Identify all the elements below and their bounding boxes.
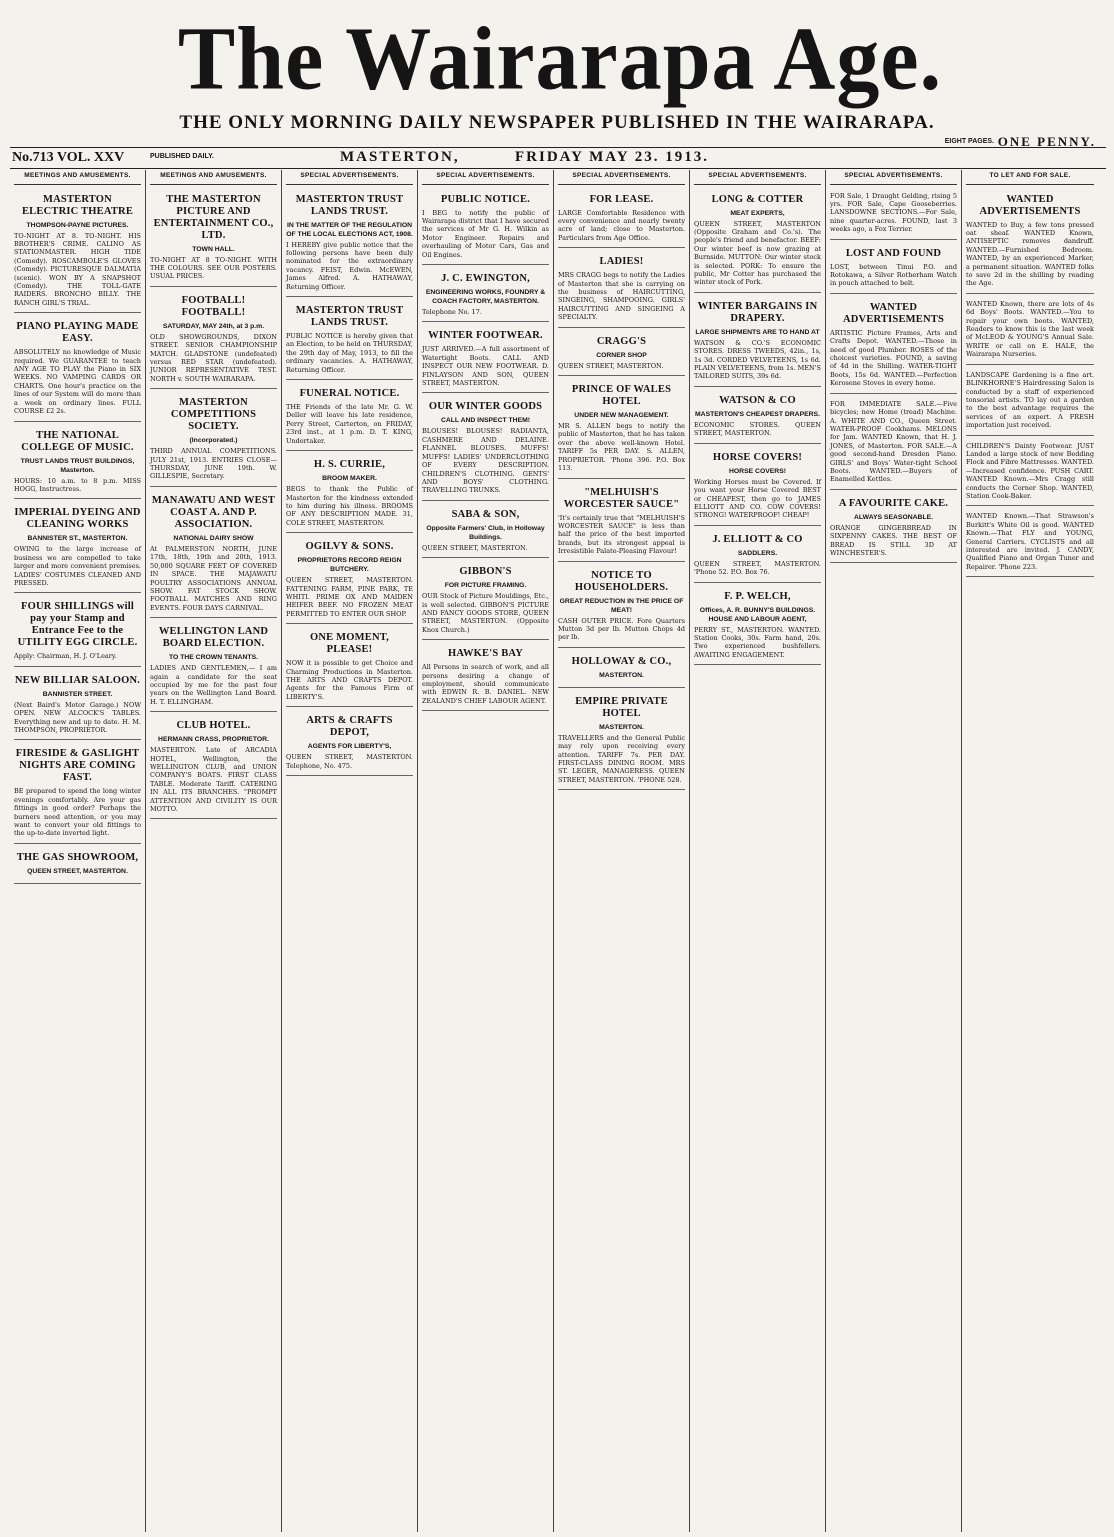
- ad-body-text: Apply: Chairman, H. J. O'Leary.: [14, 652, 117, 661]
- column-2: [146, 170, 282, 1532]
- ad-body-text: ARTISTIC Picture Frames, Arts and Crafts Depot. WANTED.—Those in need of good Plumber. ROSES of the choicest varieties. FOUND, a saving of 4d in the Shilling. WATER-TIGHT Boots, 15s 6d. WANTED.—Perfection Kerosene Stoves in every home.: [830, 328, 957, 388]
- ad-body-text: TO-NIGHT AT 8 TO-NIGHT. WITH THE COLOURS. SEE OUR POSTERS. USUAL PRICES.: [150, 255, 277, 281]
- ad-body-text: Telephone No. 17.: [422, 308, 482, 317]
- ad-heading: FOR LEASE.: [589, 193, 654, 205]
- column-header: SPECIAL ADVERTISEMENTS.: [558, 170, 685, 185]
- ad-subheading: AGENTS FOR LIBERTY'S,: [307, 743, 392, 751]
- ad-heading: H. S. CURRIE,: [313, 459, 386, 471]
- advertisement-block: [422, 325, 549, 393]
- ad-subheading: MEAT EXPERTS,: [730, 209, 785, 217]
- ad-body-text: LANDSCAPE Gardening is a fine art. BLINKHORNE'S Hairdressing Salon is conducted by a staff of experienced tonsorial artists. TO lay out a garden to the best advantage requires the services of an expert. A FRESH importation just received.: [966, 370, 1094, 430]
- ad-subheading: CALL AND INSPECT THEM!: [440, 417, 531, 425]
- column-header: SPECIAL ADVERTISEMENTS.: [830, 170, 957, 185]
- advertisement-block: [14, 316, 141, 421]
- issue-date: FRIDAY MAY 23. 1913.: [515, 149, 710, 165]
- ad-body-text: OWING to the large increase of business we are compelled to take larger and more convenient premises. LADIES' COSTUMES CLEANED AND PRESSED.: [14, 545, 141, 587]
- ad-heading: HOLLOWAY & CO.,: [571, 655, 672, 667]
- ad-subheading: ENGINEERING WORKS, FOUNDRY & COACH FACTORY, MASTERTON.: [425, 289, 546, 306]
- ad-heading: EMPIRE PRIVATE HOTEL: [575, 695, 668, 719]
- ad-heading: J. C. EWINGTON,: [441, 273, 530, 285]
- column-header: SPECIAL ADVERTISEMENTS.: [286, 170, 413, 185]
- ad-heading: J. ELLIOTT & CO: [712, 533, 803, 545]
- advertisement-block: [286, 627, 413, 707]
- ad-heading: WINTER FOOTWEAR.: [428, 330, 543, 342]
- advertisement-block: [558, 565, 685, 648]
- ad-heading: F. P. WELCH,: [724, 590, 791, 602]
- ad-subheading: SATURDAY, MAY 24th, at 3 p.m.: [162, 322, 265, 330]
- ad-body-text: QUEEN STREET, MASTERTON. 'Phone 52. P.O. Box 76.: [694, 559, 821, 577]
- advertisement-block: [14, 847, 141, 884]
- ad-heading: LONG & COTTER: [711, 193, 804, 205]
- ad-heading: FOUR SHILLINGS will pay your Stamp and Entrance Fee to the UTILITY EGG CIRCLE.: [17, 601, 138, 649]
- advertisement-block: [150, 392, 277, 487]
- ad-heading: NOTICE TO HOUSEHOLDERS.: [574, 569, 669, 593]
- ad-subheading: NATIONAL DAIRY SHOW: [173, 534, 254, 542]
- column-8: [962, 170, 1098, 1532]
- ad-heading: MANAWATU AND WEST COAST A. AND P. ASSOCIATION.: [151, 494, 276, 530]
- column-header: SPECIAL ADVERTISEMENTS.: [422, 170, 549, 185]
- ad-heading: "MELHUISH'S WORCESTER SAUCE": [563, 486, 680, 510]
- ad-heading: SABA & SON,: [451, 508, 520, 520]
- newspaper-subtitle: THE ONLY MORNING DAILY NEWSPAPER PUBLISHED IN THE WAIRARAPA.: [179, 112, 935, 133]
- column-header: MEETINGS AND AMUSEMENTS.: [14, 170, 141, 185]
- ad-subheading: ALWAYS SEASONABLE.: [853, 513, 934, 521]
- advertisement-block: [14, 425, 141, 500]
- ad-body-text: MASTERTON. Late of ARCADIA HOTEL, Wellington, the WELLINGTON CLUB, and UNION COMPANY'S BOATS. FIRST CLASS TABLE. Moderate Tariff. CATERING IN ALL ITS BRANCHES. "PROMPT ATTENTION AND CIVILITY IS OUR MOTTO.: [150, 746, 277, 813]
- ad-subheading: BANNISTER ST., MASTERTON.: [27, 535, 128, 543]
- ad-subheading: HERMANN CRASS, PROPRIETOR.: [158, 736, 269, 744]
- ad-heading: THE NATIONAL COLLEGE OF MUSIC.: [21, 429, 134, 453]
- advertisement-block: [286, 710, 413, 776]
- ad-body-text: BE prepared to spend the long winter evenings comfortably. Are your gas fittings in good order? Perhaps the burners need attention, or you may want to convert your old fittings to the up-to-date inverted light.: [14, 787, 141, 838]
- ad-subheading: BANNISTER STREET.: [42, 690, 113, 698]
- ad-subheading: Offices, A. R. BUNNY'S BUILDINGS. HOUSE AND LABOUR AGENT,: [699, 606, 816, 623]
- advertisement-block: [286, 454, 413, 533]
- ad-body-text: ECONOMIC STORES. QUEEN STREET, MASTERTON.: [694, 420, 821, 438]
- ad-body-text: I BEG to notify the public of Wairarapa district that I have secured the services of Mr G. H. Wilkin as Motor Engineer. Repairs and overhauling of Motor Cars, Gas and Oil Engines.: [422, 208, 549, 259]
- ad-subheading: BROOM MAKER.: [322, 475, 377, 483]
- ad-heading: FUNERAL NOTICE.: [299, 388, 400, 400]
- advertisement-block: [830, 493, 957, 564]
- ad-subheading: (Incorporated.): [189, 437, 238, 445]
- ad-heading: WELLINGTON LAND BOARD ELECTION.: [158, 626, 269, 650]
- ad-body-text: BLOUSES! BLOUSES! RADIANTA, CASHMERE AND DELAINE. FLANNEL BLOUSES. MUFFS! MUFFS! LADIES' UNDERCLOTHING OF EVERY DESCRIPTION. CHILDREN'S CLOTHING. GENTS' AND BOYS' CLOTHING. TRAVELLING TRUNKS.: [422, 427, 549, 495]
- dateline: [10, 147, 1106, 169]
- advertisement-block: [150, 621, 277, 712]
- ad-body-text: LOST, between Tinui P.O. and Rotokawa, a Silver Rotherham Watch in pouch attached to belt.: [830, 262, 957, 288]
- column-header: TO LET AND FOR SALE.: [966, 170, 1094, 185]
- ad-heading: IMPERIAL DYEING AND CLEANING WORKS: [14, 507, 141, 531]
- ad-subheading: PROPRIETORS RECORD REIGN BUTCHERY.: [297, 557, 402, 574]
- ad-subheading: QUEEN STREET, MASTERTON.: [27, 867, 128, 875]
- advertisement-block: [422, 268, 549, 322]
- ad-body-text: CASH OUTER PRICE. Fore Quarters Mutton 3d per lb. Mutton Chops 4d per lb.: [558, 616, 685, 642]
- ad-body-text: QUEEN STREET, MASTERTON. Telephone, No. 475.: [286, 753, 413, 770]
- column-header: SPECIAL ADVERTISEMENTS.: [694, 170, 821, 185]
- ad-heading: WANTED ADVERTISEMENTS: [979, 193, 1081, 217]
- ad-heading: WINTER BARGAINS IN DRAPERY.: [697, 300, 818, 324]
- advertisement-block: [694, 189, 821, 293]
- volume-number: No.713 VOL. XXV: [12, 150, 125, 165]
- ad-body-text: 'It's certainly true that "MELHUISH'S WORCESTER SAUCE" is less than half the price of the best imported brands, but its strongest appeal is Irresistible Palate-Pleasing Flavour!: [558, 513, 685, 556]
- ad-body-text: PUBLIC NOTICE is hereby given that an Election, to be held on THURSDAY, the 29th day of May, 1913, to fill the ordinary vacancies. A. HATHAWAY, Returning Officer.: [286, 332, 413, 374]
- advertisement-block: [150, 715, 277, 819]
- advertisement-block: [830, 243, 957, 294]
- advertisement-block: [422, 396, 549, 500]
- advertisement-block: [694, 529, 821, 583]
- ad-subheading: THOMPSON-PAYNE PICTURES.: [26, 221, 129, 229]
- ad-heading: A FAVOURITE CAKE.: [838, 497, 949, 509]
- advertisement-block: [422, 561, 549, 640]
- ad-body-text: OUR Stock of Picture Mouldings, Etc., is well selected. GIBBON'S PICTURE AND FANCY GOODS STORE, QUEEN STREET, MASTERTON. (Opposite Knox Church.): [422, 592, 549, 634]
- advertisement-block: [150, 189, 277, 287]
- ad-body-text: PERRY ST., MASTERTON. WANTED. Station Cooks, 30s. Farm hand, 20s. Two experienced bushfellers. AWAITING ENGAGEMENT.: [694, 625, 821, 659]
- ad-heading: ARTS & CRAFTS DEPOT,: [306, 715, 393, 739]
- advertisement-block: [966, 189, 1094, 294]
- ad-body-text: (Next Baird's Motor Garage.) NOW OPEN. NEW ALCOCK'S TABLES. Everything new and up to date. H. M. THOMPSON, PROPRIETOR.: [14, 700, 141, 734]
- ad-body-text: WATSON & CO.'S ECONOMIC STORES. DRESS TWEEDS, 42in., 1s, 1s 3d. CORDED VELVETEENS, 1s 6d. PLAIN VELVETEENS, from 1s. MEN'S TAILORED SUITS, 39s 6d.: [694, 338, 821, 381]
- advertisement-block: [830, 297, 957, 394]
- advertisement-block: [422, 504, 549, 558]
- ad-body-text: OLD SHOWGROUNDS, DIXON STREET. SENIOR CHAMPIONSHIP MATCH. GLADSTONE (undefeated) versus RED STAR (undefeated). JUNIOR REPRESENTATIVE TEST. NORTH v. SOUTH WAIRARAPA.: [150, 332, 277, 383]
- ad-heading: NEW BILLIAR SALOON.: [14, 674, 141, 686]
- ad-body-text: WANTED Known.—That Strawson's Burkitt's White Oil is good. WANTED Known.—That FLY and YOUNG, General Carriers. CYCLISTS and all interested are invited. J. CANDY, Qualified Piano and Organ Tuner and Repairer. 'Phone 223.: [966, 512, 1094, 571]
- ad-heading: LADIES!: [599, 256, 644, 268]
- ad-heading: MASTERTON COMPETITIONS SOCIETY.: [170, 397, 257, 433]
- ad-heading: FOOTBALL! FOOTBALL!: [181, 294, 246, 318]
- ad-subheading: HORSE COVERS!: [728, 467, 787, 475]
- ad-subheading: CORNER SHOP: [596, 351, 647, 359]
- ad-heading: PRINCE OF WALES HOTEL: [571, 384, 672, 408]
- ad-subheading: Opposite Farmers' Club, in Holloway Buildings.: [426, 524, 545, 541]
- ad-subheading: TOWN HALL.: [192, 245, 235, 253]
- advertisement-block: [966, 368, 1094, 436]
- ad-body-text: NOW it is possible to get Choice and Charming Productions in Masterton. THE ARTS AND CRAFTS DEPOT. Agents for the Famous Firm of LIBERTY'S.: [286, 659, 413, 701]
- advertisement-block: [558, 251, 685, 327]
- ad-body-text: I HEREBY give public notice that the following persons have been duly nominated for the extraordinary vacancy. FEIST, Edwin. McEWEN, James Alfred. A. HATHAWAY, Returning Officer.: [286, 240, 413, 291]
- ad-body-text: HOURS: 10 a.m. to 8 p.m. MISS HOGG, Instructress.: [14, 476, 141, 493]
- ad-subheading: GREAT REDUCTION IN THE PRICE OF MEAT!: [559, 597, 684, 614]
- advertisement-block: [558, 691, 685, 790]
- column-header: MEETINGS AND AMUSEMENTS.: [150, 170, 277, 185]
- ad-body-text: FOR Sale, 1 Draught Gelding, rising 5 yrs. FOR Sale, Cape Gooseberries. LANSDOWNE SECTIONS.—For Sale, nine quarter-acres. FOUND, last 3 weeks ago, a Fox Terrier.: [830, 191, 957, 234]
- ad-heading: THE GAS SHOWROOM,: [16, 851, 139, 863]
- ad-body-text: JUST ARRIVED.—A full assortment of Watertight Boots. CALL AND INSPECT OUR NEW FOOTWEAR. D. FINLAYSON AND SON, QUEEN STREET, MASTERTON.: [422, 345, 549, 388]
- place-of-publication: MASTERTON,: [340, 149, 460, 165]
- ad-body-text: TRAVELLERS and the General Public may rely upon receiving every attention. TARIFF 7s. PER DAY. FIRST-CLASS DINING ROOM. MRS ST. LEGER, MANAGERESS. QUEEN STREET, MASTERTON. 'PHONE 528.: [558, 733, 685, 784]
- ad-body-text: BEGS to thank the Public of Masterton for the kindness extended to him during his illness. BROOMS OF ANY DESCRIPTION MADE. 31, COLE STREET, MASTERTON.: [286, 485, 413, 527]
- column-1: [10, 170, 146, 1532]
- advertisement-block: [558, 482, 685, 562]
- ad-heading: MASTERTON ELECTRIC THEATRE: [21, 193, 134, 217]
- ad-heading: WATSON & CO: [719, 394, 796, 406]
- ad-body-text: QUEEN STREET, MASTERTON (Opposite Graham and Co.'s). The people's friend and benefactor. BEEF: Our winter beef is now grazing at Burnside. MUTTON: Our winter stock is selected. PORK: To ensure the public, Mr Cotter has purchased the winter stock of Pork.: [694, 219, 821, 287]
- ad-heading: MASTERTON TRUST LANDS TRUST.: [295, 305, 404, 329]
- advertisement-block: [422, 643, 549, 711]
- advertisement-block: [694, 296, 821, 387]
- ad-subheading: MASTERTON'S CHEAPEST DRAPERS.: [695, 410, 820, 418]
- ad-heading: OUR WINTER GOODS: [428, 401, 543, 413]
- ad-subheading: TRUST LANDS TRUST BUILDINGS, Masterton.: [20, 457, 135, 474]
- masthead: [0, 0, 1114, 149]
- ad-body-text: ORANGE GINGERBREAD IN SIXPENNY CAKES. THE BEST OF BREAD IS STILL 3D AT WINCHESTER'S.: [830, 523, 957, 557]
- advertisement-block: [14, 502, 141, 593]
- ad-body-text: QUEEN STREET, MASTERTON. FATTENING FARM, PINE PARK, TE WHITI. PRIME OX AND MAIDEN HEIFER BEEF. NO FROZEN MEAT PERMITTED TO ENTER OUR SHOP.: [286, 576, 413, 618]
- ad-heading: HORSE COVERS!: [712, 451, 803, 463]
- ad-body-text: LARGE Comfortable Residence with every convenience and nearly twenty acre of land; close to Masterton. Particulars from Age Office.: [558, 208, 685, 242]
- advertisement-block: [14, 596, 141, 666]
- ad-subheading: MASTERTON.: [599, 723, 644, 731]
- ad-heading: PIANO PLAYING MADE EASY.: [16, 321, 139, 345]
- ad-body-text: LADIES AND GENTLEMEN,— I am again a candidate for the seat occupied by me for the past four years on the Wellington Land Board. H. T. ELLINGHAM.: [150, 664, 277, 706]
- column-4: [418, 170, 554, 1532]
- advertisement-block: [14, 670, 141, 741]
- price: ONE PENNY.: [997, 134, 1096, 149]
- advertisement-block: [286, 189, 413, 297]
- publication-frequency: PUBLISHED DAILY.: [150, 153, 214, 160]
- ad-subheading: UNDER NEW MANAGEMENT.: [574, 412, 669, 420]
- advertisement-block: [558, 651, 685, 688]
- advertisement-block: [422, 189, 549, 265]
- ad-subheading: SADDLERS.: [737, 549, 778, 557]
- ad-body-text: WANTED to Buy, a few tons pressed oat sheaf. WANTED Known, ANTISEPTIC removes dandruff. WANTED.—Furnished Bedroom. WANTED, by an experienced Marker, a permanent situation. WANTED folks to save 2d in the shilling by reading the Age.: [966, 220, 1094, 288]
- ad-body-text: CHILDREN'S Dainty Footwear. JUST Landed a large stock of new Bedding Flock and Fibre Mattresses. WANTED.—Increased confidence. PUSH CART. WANTED Known.—Mrs Cragg still conducts the Corner Shop. WANTED, Station Cook-Baker.: [966, 441, 1094, 500]
- advertisement-block: [694, 586, 821, 666]
- ad-subheading: MASTERTON.: [599, 671, 644, 679]
- column-5: [554, 170, 690, 1532]
- ad-body-text: QUEEN STREET, MASTERTON.: [422, 543, 528, 552]
- column-6: [690, 170, 826, 1532]
- advertisement-block: [966, 439, 1094, 507]
- ad-subheading: LARGE SHIPMENTS ARE TO HAND AT: [695, 328, 820, 336]
- advertisement-block: [286, 300, 413, 380]
- ad-heading: HAWKE'S BAY: [447, 648, 524, 660]
- advertisement-block: [966, 509, 1094, 577]
- advertisement-block: [286, 383, 413, 451]
- advertisement-block: [14, 189, 141, 314]
- ad-body-text: WANTED Known, there are lots of 4s 6d Boys' Boots. WANTED.—You to repair your own boots. WANTED, Readers to know this is the last week of McLEOD & YOUNG'S Annual Sale. WRITE or call on E. HALE, the Wairarapa Nurseries.: [966, 299, 1094, 359]
- advertisement-block: [558, 331, 685, 376]
- ad-body-text: All Persons in search of work, and all persons desiring a change of employment, should communicate with EDWIN R. B. DANIEL. NEW ZEALAND'S CHIEF LABOUR AGENT.: [422, 663, 549, 705]
- advertisement-block: [694, 447, 821, 526]
- ad-subheading: TO THE CROWN TENANTS.: [169, 654, 258, 662]
- ad-body-text: FOR IMMEDIATE SALE.—Five bicycles; new Home (tread) Machine. A. WHITE AND CO., Queen Street. WATER-PROOF Cookhams. MELONS for Jam. WANTED Known, that H. J. JONES, of Masterton. FOR SALE.—A good second-hand Dresden Piano. GIRLS' and Boys' Water-tight School Boots. WANTED.—Buyers of Enamelled Kettles.: [830, 399, 957, 484]
- ad-heading: THE MASTERTON PICTURE AND ENTERTAINMENT CO., LTD.: [153, 193, 274, 241]
- ad-heading: OGILVY & SONS.: [305, 541, 394, 553]
- ad-heading: PUBLIC NOTICE.: [440, 193, 531, 205]
- advertisement-block: [558, 189, 685, 249]
- ad-body-text: ABSOLUTELY no knowledge of Music required. We GUARANTEE to teach ANY AGE TO PLAY the Piano in SIX WEEKS. NO VAMPING CARDS OR CHARTS. One hour's practice on the lines of our System will do more than a week on ordinary lines. FULL COURSE £2 2s.: [14, 348, 141, 416]
- ad-heading: LOST AND FOUND: [845, 247, 942, 259]
- advertisement-block: [150, 490, 277, 618]
- ad-heading: GIBBON'S: [459, 566, 512, 578]
- advertisement-block: [14, 743, 141, 843]
- ad-body-text: MR S. ALLEN begs to notify the public of Masterton, that he has taken over the above well-known Hotel. TARIFF 5s PER DAY. S. ALLEN, PROPRIETOR. 'Phone 396. P.O. Box 113.: [558, 422, 685, 473]
- ad-body-text: Working Horses must be Covered. If you want your Horse Covered BEST or CHEAPEST, then go to JAMES ELLIOTT AND CO. COW COVERS! STRONG! WATERPROOF! CHEAP!: [694, 477, 821, 520]
- ad-body-text: QUEEN STREET, MASTERTON.: [558, 361, 664, 370]
- ad-body-text: TO-NIGHT AT 8. TO-NIGHT. HIS BROTHER'S CRIME. CALINO AS STATIONMASTER. HIGH TIDE (Comedy). ROSCAMBOLE'S GLOVES (Comedy). PICTURESQUE DALMATIA (scenic). WON BY A SNAPSHOT (Comedy). THE TOLL-GATE RAIDERS. BRONCHO BILLY. THE RANCH GIRL'S TRIAL.: [14, 231, 141, 307]
- column-3: [282, 170, 418, 1532]
- advertisement-block: [558, 379, 685, 478]
- ad-body-text: THIRD ANNUAL COMPETITIONS. JULY 21st, 1913. ENTRIES CLOSE—THURSDAY, JUNE 19th. W. GILLESPIE, Secretary.: [150, 447, 277, 481]
- advertisement-block: [286, 536, 413, 624]
- ad-heading: ONE MOMENT, PLEASE!: [309, 632, 389, 656]
- ad-heading: FIRESIDE & GASLIGHT NIGHTS ARE COMING FAST.: [15, 748, 140, 784]
- ad-heading: WANTED ADVERTISEMENTS: [842, 301, 945, 325]
- ad-body-text: THE Friends of the late Mr. G. W. Deller will leave his late residence, Perry Street, Carterton, on FRIDAY, 23rd inst., at 1 p.m. D. T. KING, Undertaker.: [286, 403, 413, 445]
- ad-body-text: MRS CRAGG begs to notify the Ladies of Masterton that she is carrying on the business of HAIRCUTTING, SINGEING, SHAMPOOING. GIRLS' HAIRCUTTING AND SINGEING A SPECIALTY.: [558, 271, 685, 322]
- advertisement-block: [966, 297, 1094, 365]
- advertisement-block: [830, 189, 957, 240]
- advertisement-block: [694, 390, 821, 444]
- newspaper-columns: [10, 170, 1106, 1532]
- ad-heading: MASTERTON TRUST LANDS TRUST.: [295, 193, 404, 217]
- ad-subheading: FOR PICTURE FRAMING.: [444, 582, 527, 590]
- advertisement-block: [150, 290, 277, 389]
- ad-body-text: At PALMERSTON NORTH, JUNE 17th, 18th, 19th and 20th, 1913. 50,000 SQUARE FEET OF COVERED IN SPACE. THE MAJAWATU POULTRY ASSOCIATIONS ANNUAL SHOW. FAT STOCK SHOW. FOOTBALL MATCHES AND RING EVENTS. FOUR DAYS CARNIVAL.: [150, 544, 277, 612]
- advertisement-block: [830, 397, 957, 490]
- ad-subheading: IN THE MATTER OF THE REGULATION OF THE LOCAL ELECTIONS ACT, 1908.: [286, 221, 413, 238]
- ad-heading: CRAGG'S: [596, 335, 647, 347]
- ad-heading: CLUB HOTEL.: [176, 720, 251, 732]
- page-count: EIGHT PAGES.: [944, 138, 994, 145]
- column-7: [826, 170, 962, 1532]
- newspaper-title: The Wairarapa Age.: [177, 7, 943, 109]
